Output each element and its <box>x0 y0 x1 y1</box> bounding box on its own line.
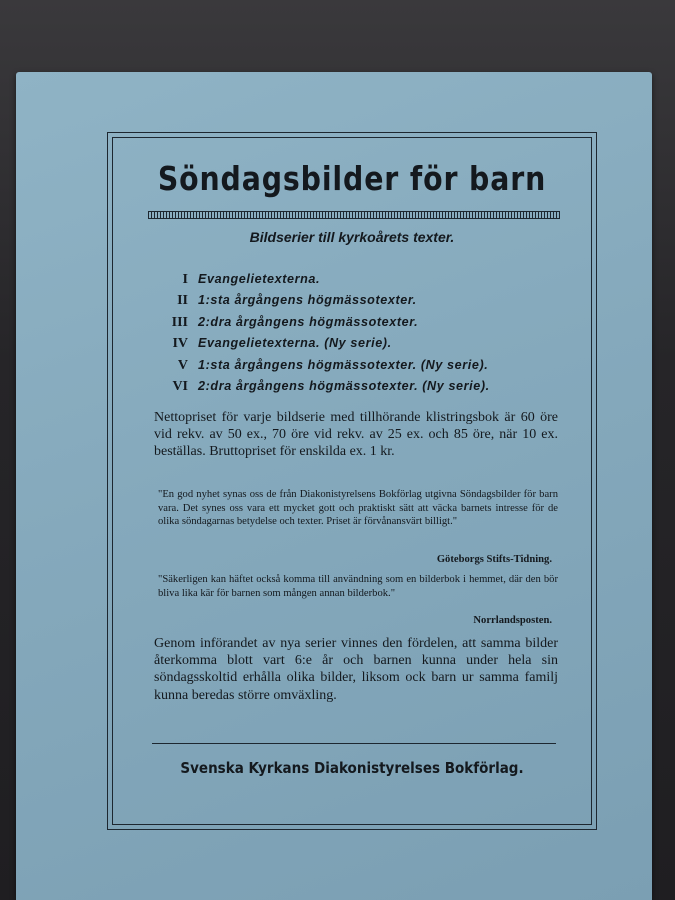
series-title: 2:dra årgångens högmässotexter. (Ny serie). <box>198 378 490 393</box>
booklet-back-cover <box>16 72 652 900</box>
price-paragraph: Nettopriset för varje bildserie med tillhörande klistringsbok är 60 öre vid rekv. av 50 ex., 70 öre vid rekv. av 25 ex. och 85 öre, när 10 ex. beställas. Bruttopriset för enskilda ex. 1 kr. <box>154 410 558 459</box>
list-item <box>158 293 578 314</box>
list-item <box>158 336 578 357</box>
series-list <box>158 272 578 400</box>
list-item <box>158 379 578 400</box>
review-quote: "Säkerligen kan häftet också komma till användning som en bilderbok i hemmet, där den bör bliva lika kär för barnen som mången annan bilderbok." <box>158 574 558 599</box>
series-title: 1:sta årgångens högmässotexter. (Ny serie). <box>198 357 489 372</box>
document-title: Söndagsbilder för barn <box>157 159 547 198</box>
decorative-rule <box>148 211 560 219</box>
series-number: V <box>177 357 188 373</box>
list-item <box>158 358 578 379</box>
document-subtitle: Bildserier till kyrkoårets texter. <box>249 229 455 245</box>
series-title: 1:sta årgångens högmässotexter. <box>198 293 417 308</box>
review-quote: "En god nyhet synas oss de från Diakonistyrelsens Bokförlag utgivna Söndagsbilder för barn vara. Det synes oss vara ett mycket gott och praktiskt sätt att väcka barnets intresse för de olika söndagarnas betydelse och texter. Priset är förvånansvärt billigt." <box>158 489 558 528</box>
double-border-frame <box>107 132 597 830</box>
series-number: IV <box>172 336 188 352</box>
list-item <box>158 315 578 336</box>
series-title: Evangelietexterna. (Ny serie). <box>198 336 392 351</box>
review-source: Norrlandsposten. <box>473 615 552 626</box>
series-number: II <box>177 293 188 309</box>
series-number: III <box>171 314 188 330</box>
footer-divider <box>152 743 556 744</box>
series-number: VI <box>172 378 188 394</box>
closing-paragraph: Genom införandet av nya serier vinnes den fördelen, att samma bilder återkomma blott vart 6:e år och barnen kunna under hela sin söndagsskoltid erhålla olika bilder, liksom ock barn ur samma familj kunna beredas större omväxling. <box>154 636 558 703</box>
list-item <box>158 272 578 293</box>
review-source: Göteborgs Stifts-Tidning. <box>436 554 552 565</box>
series-title: 2:dra årgångens högmässotexter. <box>198 314 419 329</box>
series-title: Evangelietexterna. <box>198 272 321 286</box>
publisher-name: Svenska Kyrkans Diakonistyrelses Bokförlag. <box>180 759 524 777</box>
series-number: I <box>182 272 188 287</box>
